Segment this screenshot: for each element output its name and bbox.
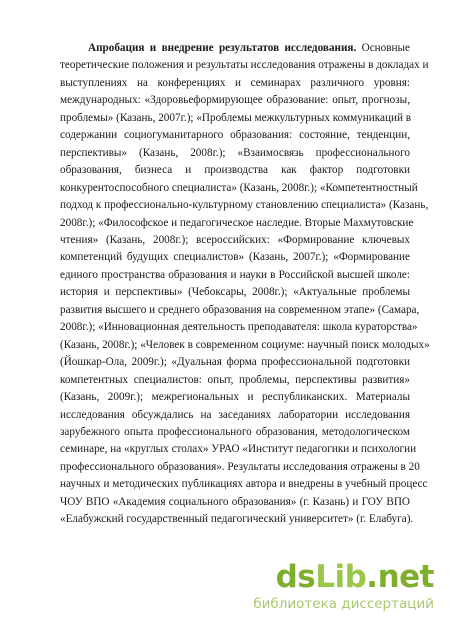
logo-net: .net	[366, 559, 434, 595]
text-line: содержании социогуманитарного образования: состояние, тенденции,	[60, 129, 410, 142]
text-line: научных и методических публикациях автора и внедрены в учебный процесс	[60, 478, 428, 491]
text-line: перспективы» (Казань, 2008г.); «Взаимосвязь профессионального	[60, 146, 410, 159]
text-line: профессионального образования». Результаты исследования отражены в 20	[60, 460, 420, 473]
text-line: семинаре, на «круглых столах» УРАО «Институт педагогики и психологии	[60, 443, 417, 456]
text-line: история и перспективы» (Чебоксары, 2008г.); «Актуальные проблемы	[60, 286, 410, 299]
text-line: единого пространства образования и науки в Российской высшей школе:	[60, 268, 410, 281]
text-line: международных: «Здоровьеформирующее образование: опыт, прогнозы,	[60, 94, 410, 107]
text-line: подход к профессионально-культурному становлению специалиста» (Казань,	[60, 199, 429, 212]
text-line: «Елабужский государственный педагогический университет» (г. Елабуга).	[60, 513, 414, 526]
text-line: исследования обсуждались на заседаниях лаборатории исследования	[60, 408, 410, 421]
text-line: компетентных специалистов: опыт, проблемы, перспективы развития»	[60, 373, 410, 386]
text-line: (Йошкар-Ола, 2009г.); «Дуальная форма профессиональной подготовки	[60, 356, 410, 369]
text-line: теоретические положения и результаты исследования отражены в докладах и	[60, 59, 429, 72]
text-line: компетенций будущих специалистов» (Казань, 2007г.); «Формирование	[60, 251, 410, 264]
dslib-logo	[276, 560, 434, 594]
text-line: ЧОУ ВПО «Академия социального образования» (г. Казань) и ГОУ ВПО	[60, 495, 410, 508]
text-line: 2008г.); «Инновационная деятельность преподавателя: школа кураторства»	[60, 321, 418, 334]
text-line: (Казань, 2008г.); «Человек в современном социуме: научный поиск молодых»	[60, 338, 430, 351]
logo-ds: ds	[275, 559, 316, 595]
text-line: (Казань, 2009г.); межрегиональных и республиканских. Материалы	[60, 391, 410, 404]
text-line: зарубежного опыта профессионального образования, методологическом	[60, 425, 410, 438]
logo-lib: Lib	[315, 559, 367, 595]
section-heading: Апробация и внедрение результатов исследования.	[88, 42, 357, 54]
text-line: чтения» (Казань, 2008г.); всероссийских: «Формирование ключевых	[60, 233, 410, 246]
text-line: образования, бизнеса и производства как фактор подготовки	[60, 164, 410, 177]
text-line	[60, 40, 410, 57]
dslib-watermark	[250, 560, 440, 612]
watermark-subtitle: библиотека диссертаций	[253, 596, 434, 612]
document-body	[60, 40, 430, 529]
text-line: развития высшего и среднего образования на современном этапе» (Самара,	[60, 303, 420, 316]
text-line: конкурентоспособного специалиста» (Казань, 2008г.); «Компетентностный	[60, 181, 418, 194]
heading-line-rest: Основные	[361, 42, 411, 54]
text-line: выступлениях на конференциях и семинарах различного уровня:	[60, 76, 410, 89]
text-line: проблемы» (Казань, 2007г.); «Проблемы межкультурных коммуникаций в	[60, 111, 412, 124]
text-line: 2008г.); «Философское и педагогическое наследие. Вторые Махмутовские	[60, 216, 414, 229]
